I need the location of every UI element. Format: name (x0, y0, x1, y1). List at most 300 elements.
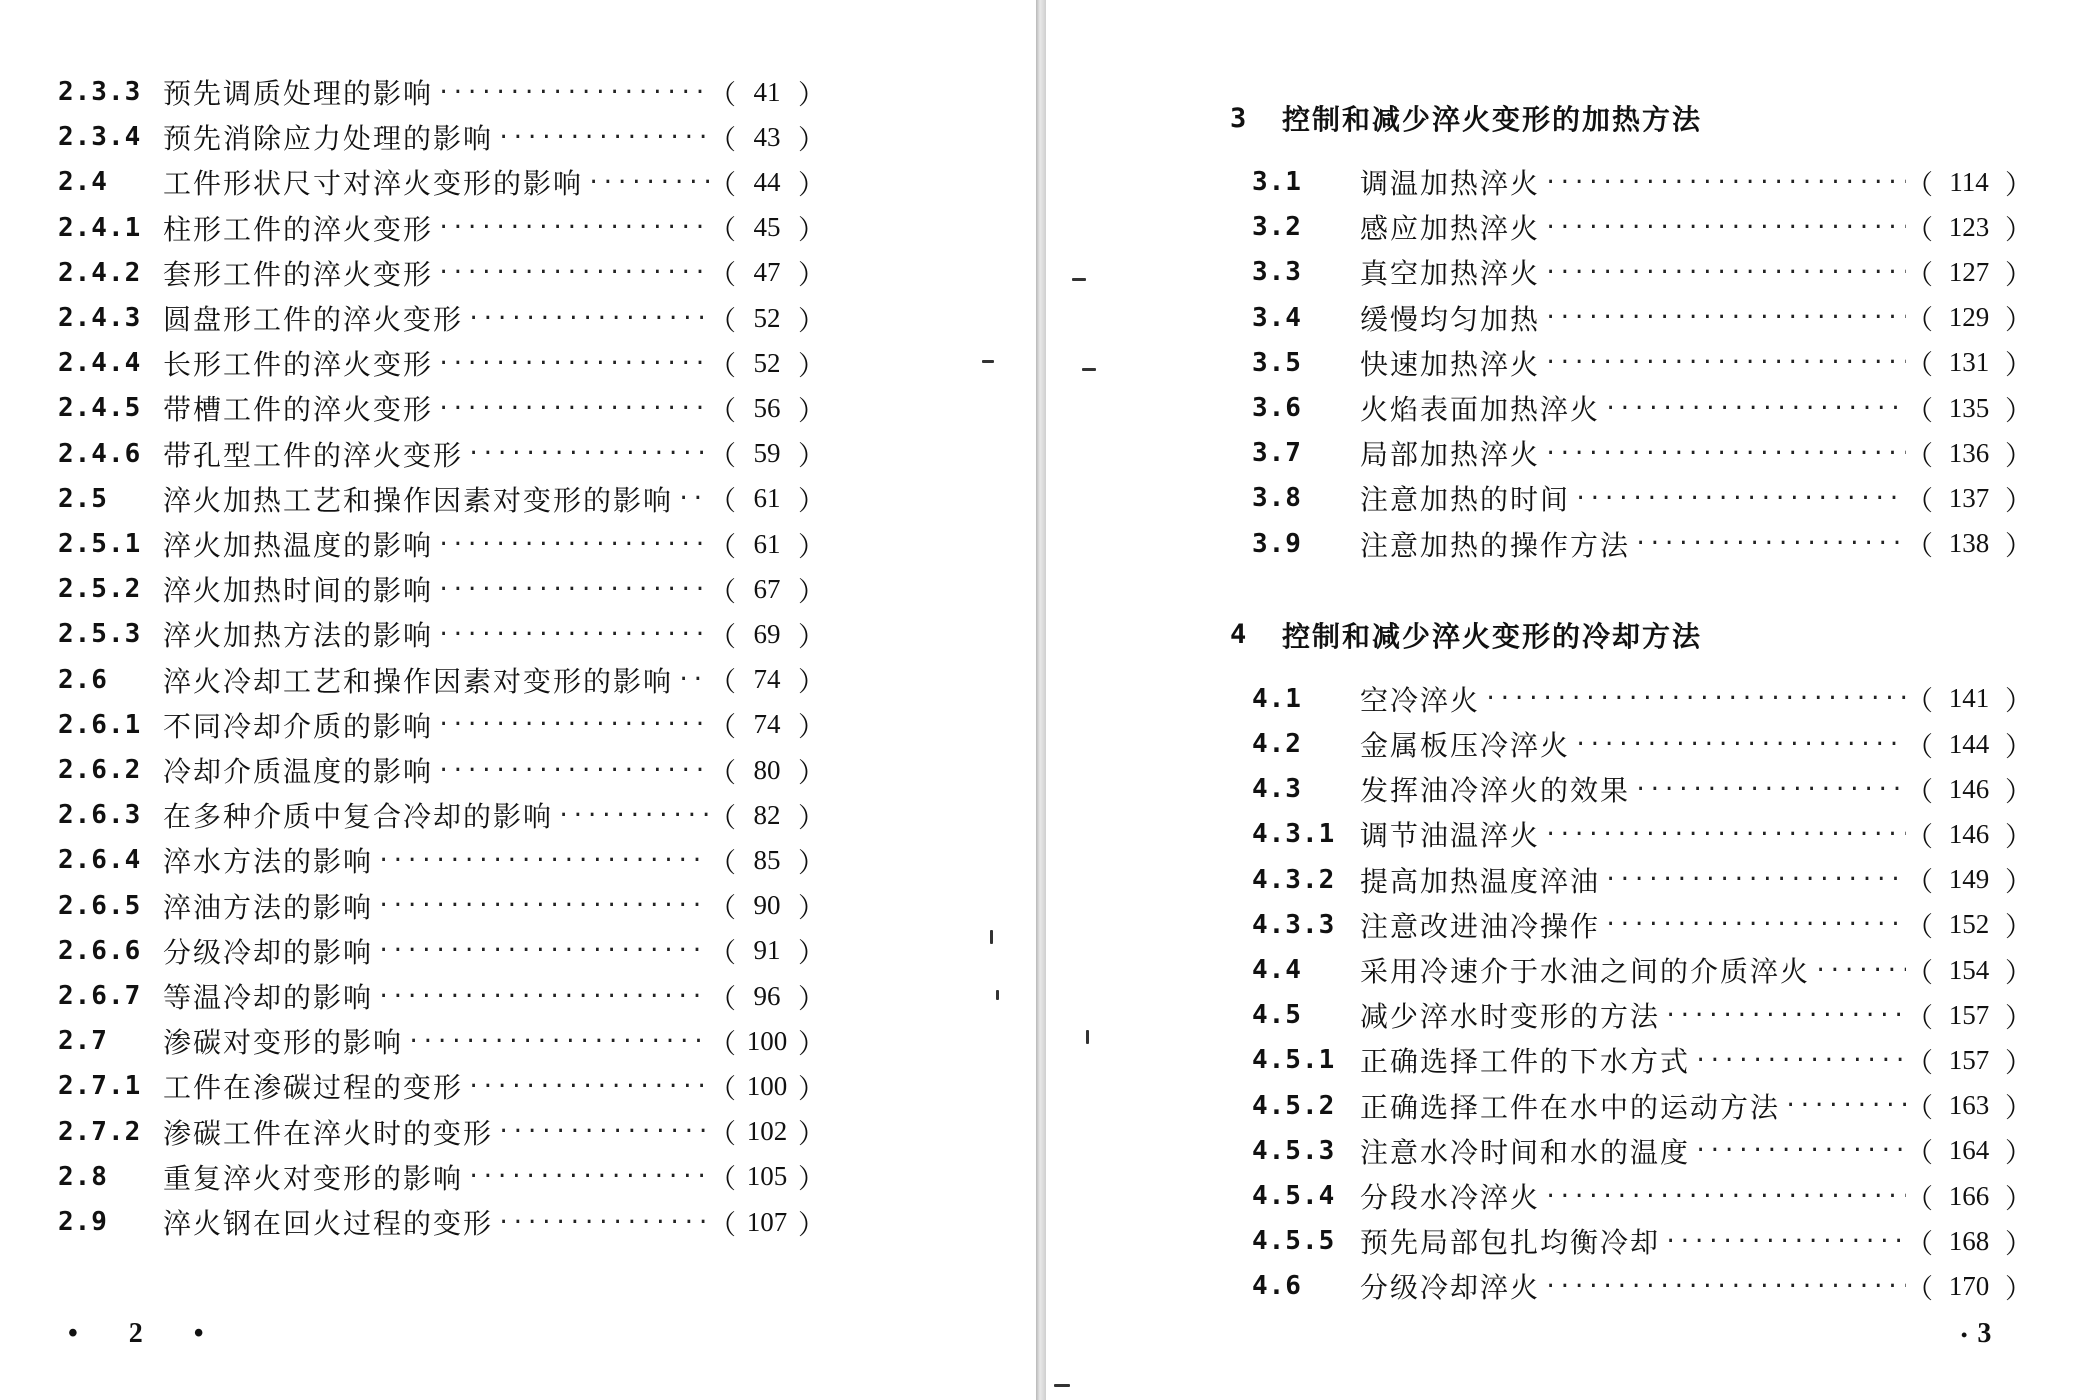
close-paren: ） (798, 938, 825, 969)
toc-entry-title: 带孔型工件的淬火变形 (163, 438, 464, 472)
open-paren: （ (709, 938, 736, 969)
toc-entry (58, 1019, 825, 1063)
toc-entry (58, 115, 825, 159)
toc-entry-page: 74 (753, 709, 781, 740)
close-paren: ） (2005, 821, 2032, 852)
toc-entry (58, 1064, 825, 1108)
toc-entry-title: 长形工件的淬火变形 (163, 348, 434, 382)
toc-leader-dots (377, 893, 709, 918)
chapter-title: 控制和减少淬火变形的冷却方法 (1282, 619, 1703, 653)
toc-entry-title: 圆盘形工件的淬火变形 (163, 303, 464, 336)
toc-entry-number: 4.3.3 (1252, 909, 1336, 940)
toc-entry (1252, 903, 2032, 947)
toc-leader-dots (497, 1119, 709, 1144)
toc-entry (58, 612, 825, 656)
toc-entry-number: 2.3.4 (58, 122, 142, 153)
toc-entry-page: 69 (753, 618, 781, 649)
toc-entry-number: 4.4 (1252, 955, 1302, 985)
toc-entry (58, 1200, 825, 1244)
open-paren: （ (1906, 1138, 1933, 1169)
open-paren: （ (1906, 1183, 1933, 1214)
close-paren: ） (2005, 686, 2032, 717)
toc-entry-number: 3.3 (1252, 257, 1302, 288)
toc-entry-number: 2.4.2 (58, 257, 142, 288)
scan-speck (990, 930, 993, 944)
toc-entry (1252, 767, 2032, 811)
toc-entry (58, 206, 825, 250)
open-paren: （ (709, 486, 736, 517)
toc-entry (1252, 948, 2032, 992)
toc-leader-dots (1604, 396, 1906, 421)
toc-leader-dots (1634, 531, 1906, 556)
scan-speck (1072, 278, 1086, 281)
open-paren: （ (709, 757, 736, 788)
close-paren: ） (798, 667, 825, 698)
toc-entry-title: 不同冷却介质的影响 (163, 709, 434, 743)
toc-leader-dots (497, 1210, 709, 1235)
right-toc (1046, 0, 2090, 1400)
toc-leader-dots (1574, 486, 1906, 511)
toc-entry-title: 感应加热淬火 (1360, 212, 1541, 246)
toc-entry-page: 168 (1948, 1225, 1990, 1256)
open-paren: （ (709, 531, 736, 562)
toc-leader-dots (1604, 867, 1906, 892)
open-paren: （ (709, 260, 736, 291)
toc-entry (1252, 431, 2032, 475)
open-paren: （ (1906, 169, 1933, 200)
toc-entry-page: 149 (1948, 864, 1990, 895)
toc-entry-number: 4.3.1 (1252, 819, 1336, 850)
open-paren: （ (709, 215, 736, 246)
toc-entry-title: 淬水方法的影响 (163, 845, 374, 879)
toc-entry-page: 45 (753, 212, 781, 243)
open-paren: （ (1906, 912, 1933, 943)
toc-leader-dots (587, 170, 709, 195)
toc-leader-dots (1544, 305, 1906, 330)
toc-entry-number: 2.4.5 (58, 393, 142, 424)
open-paren: （ (709, 847, 736, 878)
toc-leader-dots (1544, 260, 1906, 285)
open-paren: （ (1906, 686, 1933, 717)
close-paren: ） (2005, 305, 2032, 336)
close-paren: ） (798, 531, 825, 562)
toc-entry-number: 4.1 (1252, 683, 1302, 714)
close-paren: ） (798, 124, 825, 155)
close-paren: ） (798, 576, 825, 607)
open-paren: （ (709, 802, 736, 833)
toc-entry-page: 59 (753, 438, 781, 469)
close-paren: ） (2005, 1183, 2032, 1214)
toc-entry-number: 2.7.1 (58, 1071, 142, 1102)
toc-entry-page: 129 (1948, 302, 1990, 333)
open-paren: （ (709, 667, 736, 698)
toc-entry (1252, 476, 2032, 520)
toc-leader-dots (437, 758, 709, 783)
toc-entry-title: 注意加热的时间 (1360, 483, 1571, 517)
close-paren: ） (798, 169, 825, 200)
toc-leader-dots (437, 622, 709, 647)
toc-entry-title: 冷却介质温度的影响 (163, 755, 434, 788)
toc-entry-number: 3.4 (1252, 302, 1302, 333)
close-paren: ） (2005, 1047, 2032, 1078)
toc-entry-title: 柱形工件的淬火变形 (163, 212, 434, 246)
toc-entry (58, 477, 825, 521)
close-paren: ） (798, 712, 825, 743)
toc-entry-title: 淬火加热温度的影响 (163, 529, 434, 562)
toc-entry-number: 4.5.3 (1252, 1135, 1336, 1166)
toc-entry-number: 4.3 (1252, 774, 1302, 805)
open-paren: （ (1906, 350, 1933, 381)
close-paren: ） (2005, 912, 2032, 943)
toc-entry-number: 4.5 (1252, 1000, 1302, 1031)
close-paren: ） (798, 802, 825, 833)
toc-entry-page: 131 (1948, 347, 1990, 378)
toc-entry (58, 793, 825, 837)
toc-entry (58, 838, 825, 882)
toc-entry-page: 141 (1948, 683, 1990, 714)
open-paren: （ (709, 441, 736, 472)
close-paren: ） (2005, 1138, 2032, 1169)
toc-entry-title: 重复淬火对变形的影响 (163, 1161, 464, 1195)
toc-entry-number: 4.2 (1252, 729, 1302, 759)
toc-entry (58, 432, 825, 476)
toc-entry (1252, 1084, 2032, 1128)
toc-entry-title: 带槽工件的淬火变形 (163, 393, 434, 427)
toc-entry-page: 152 (1948, 909, 1990, 940)
toc-entry-number: 2.4 (58, 167, 108, 198)
open-paren: （ (709, 893, 736, 924)
open-paren: （ (709, 983, 736, 1014)
toc-entry (58, 703, 825, 747)
toc-chapter-heading (1230, 98, 1702, 138)
toc-entry-title: 工件在渗碳过程的变形 (163, 1071, 464, 1105)
toc-entry-number: 3.7 (1252, 438, 1302, 469)
toc-leader-dots (437, 80, 709, 105)
toc-entry-number: 2.7.2 (58, 1116, 142, 1147)
toc-entry (58, 296, 825, 340)
toc-entry-number: 3.5 (1252, 347, 1302, 378)
folio-dot-icon: • (1961, 1325, 1968, 1346)
toc-entry-number: 2.6.7 (58, 981, 142, 1011)
toc-entry (1252, 858, 2032, 902)
close-paren: ） (2005, 259, 2032, 290)
toc-entry (58, 160, 825, 204)
open-paren: （ (709, 576, 736, 607)
toc-entry (1252, 1264, 2032, 1308)
toc-entry (58, 70, 825, 114)
open-paren: （ (709, 1028, 736, 1059)
close-paren: ） (2005, 1228, 2032, 1259)
toc-entry-title: 预先调质处理的影响 (163, 77, 434, 110)
toc-entry-page: 67 (753, 573, 781, 604)
toc-leader-dots (377, 848, 709, 873)
toc-entry-number: 2.5.2 (58, 574, 142, 605)
toc-entry (1252, 1174, 2032, 1218)
toc-entry-page: 157 (1948, 1044, 1990, 1075)
toc-entry (58, 1110, 825, 1154)
toc-leader-dots (437, 215, 709, 240)
open-paren: （ (1906, 731, 1933, 762)
toc-entry-title: 渗碳对变形的影响 (163, 1026, 404, 1060)
toc-entry-title: 金属板压冷淬火 (1360, 729, 1571, 762)
toc-entry-page: 47 (753, 257, 781, 288)
toc-entry-page: 164 (1948, 1135, 1990, 1166)
toc-entry (58, 1155, 825, 1199)
open-paren: （ (1906, 485, 1933, 516)
toc-entry-page: 105 (746, 1161, 788, 1192)
toc-entry-number: 3.2 (1252, 212, 1302, 243)
toc-leader-dots (1544, 215, 1906, 240)
toc-entry-page: 102 (746, 1116, 788, 1147)
toc-leader-dots (437, 577, 709, 602)
scan-speck (996, 990, 999, 1000)
toc-leader-dots (467, 441, 709, 466)
toc-entry (1252, 1038, 2032, 1082)
close-paren: ） (2005, 214, 2032, 245)
toc-entry-number: 2.6.4 (58, 845, 142, 876)
scan-speck (982, 360, 994, 363)
toc-entry-number: 4.5.4 (1252, 1181, 1336, 1211)
toc-entry-title: 工件形状尺寸对淬火变形的影响 (163, 167, 584, 201)
toc-entry (1252, 205, 2032, 249)
toc-entry-number: 2.5 (58, 483, 108, 514)
open-paren: （ (1906, 957, 1933, 988)
toc-entry-number: 3.1 (1252, 167, 1302, 197)
toc-entry-page: 137 (1948, 482, 1990, 513)
toc-leader-dots (377, 984, 709, 1009)
toc-entry-page: 82 (753, 799, 781, 830)
close-paren: ） (798, 305, 825, 336)
close-paren: ） (798, 847, 825, 878)
toc-leader-dots (1544, 170, 1906, 195)
toc-leader-dots (677, 486, 709, 511)
toc-entry-title: 分级冷却的影响 (163, 935, 374, 969)
open-paren: （ (1906, 1093, 1933, 1124)
toc-entry-number: 2.5.3 (58, 619, 142, 650)
toc-entry-page: 170 (1948, 1270, 1990, 1301)
close-paren: ） (798, 215, 825, 246)
toc-entry-number: 2.4.1 (58, 212, 142, 243)
toc-leader-dots (467, 306, 709, 331)
toc-entry-page: 43 (753, 121, 781, 152)
toc-entry-page: 96 (753, 980, 781, 1011)
open-paren: （ (709, 712, 736, 743)
open-paren: （ (1906, 867, 1933, 898)
open-paren: （ (1906, 259, 1933, 290)
toc-entry-page: 138 (1948, 528, 1990, 559)
left-page-number: • 2 • (68, 1318, 226, 1349)
toc-leader-dots (1634, 777, 1906, 802)
open-paren: （ (1906, 776, 1933, 807)
toc-leader-dots (557, 803, 709, 828)
toc-leader-dots (437, 260, 709, 285)
open-paren: （ (1906, 531, 1933, 562)
toc-entry-title: 注意改进油冷操作 (1360, 909, 1601, 943)
toc-entry-number: 4.5.1 (1252, 1045, 1336, 1076)
toc-entry-number: 3.9 (1252, 528, 1302, 559)
toc-entry-page: 107 (746, 1206, 788, 1237)
toc-entry-number: 4.5.2 (1252, 1090, 1336, 1121)
close-paren: ） (798, 1028, 825, 1059)
toc-entry-number: 2.4.3 (58, 303, 142, 333)
toc-entry-title: 预先局部包扎均衡冷却 (1360, 1226, 1661, 1260)
toc-entry (58, 884, 825, 928)
close-paren: ） (2005, 350, 2032, 381)
toc-entry (58, 386, 825, 430)
close-paren: ） (2005, 395, 2032, 426)
toc-entry-page: 154 (1948, 954, 1990, 985)
toc-entry-title: 调温加热淬火 (1360, 167, 1541, 200)
toc-entry-number: 2.6.1 (58, 709, 142, 740)
toc-leader-dots (1664, 1229, 1906, 1254)
right-page-number: • 3 (1961, 1318, 1992, 1349)
toc-entry (1252, 722, 2032, 766)
toc-entry-title: 套形工件的淬火变形 (163, 257, 434, 291)
toc-entry-number: 2.6.5 (58, 890, 142, 921)
toc-entry-page: 166 (1948, 1180, 1990, 1211)
open-paren: （ (709, 1209, 736, 1240)
toc-entry-title: 注意加热的操作方法 (1360, 528, 1631, 562)
toc-leader-dots (1694, 1138, 1906, 1163)
toc-entry (1252, 250, 2032, 294)
open-paren: （ (1906, 1273, 1933, 1304)
chapter-number: 4 (1230, 619, 1247, 651)
toc-entry-page: 136 (1948, 437, 1990, 468)
toc-entry-title: 缓慢均匀加热 (1360, 302, 1541, 336)
toc-entry-title: 减少淬水时变形的方法 (1360, 1000, 1661, 1034)
toc-entry (1252, 812, 2032, 856)
toc-leader-dots (1484, 686, 1906, 711)
toc-leader-dots (497, 125, 709, 150)
toc-entry-title: 空冷淬火 (1360, 683, 1481, 717)
toc-entry (58, 748, 825, 792)
toc-entry-number: 4.3.2 (1252, 864, 1336, 895)
toc-entry-title: 局部加热淬火 (1360, 438, 1541, 472)
close-paren: ） (798, 1164, 825, 1195)
toc-leader-dots (467, 1164, 709, 1189)
open-paren: （ (709, 169, 736, 200)
toc-entry-number: 2.6.2 (58, 755, 142, 785)
toc-entry-page: 90 (753, 890, 781, 921)
left-page (0, 0, 1036, 1400)
toc-entry-page: 74 (753, 664, 781, 695)
toc-leader-dots (1544, 822, 1906, 847)
open-paren: （ (1906, 1228, 1933, 1259)
toc-leader-dots (1544, 441, 1906, 466)
close-paren: ） (2005, 957, 2032, 988)
close-paren: ） (2005, 731, 2032, 762)
open-paren: （ (1906, 1047, 1933, 1078)
open-paren: （ (1906, 305, 1933, 336)
close-paren: ） (798, 441, 825, 472)
toc-entry-title: 淬火加热时间的影响 (163, 574, 434, 608)
close-paren: ） (2005, 531, 2032, 562)
right-page (1046, 0, 2090, 1400)
close-paren: ） (798, 1119, 825, 1150)
toc-entry-title: 快速加热淬火 (1360, 347, 1541, 381)
toc-entry-number: 2.8 (58, 1161, 108, 1192)
close-paren: ） (798, 757, 825, 788)
toc-entry-number: 4.5.5 (1252, 1226, 1336, 1257)
toc-entry-number: 3.6 (1252, 393, 1302, 423)
toc-entry-page: 157 (1948, 999, 1990, 1030)
toc-entry-page: 135 (1948, 392, 1990, 423)
toc-entry-page: 146 (1948, 818, 1990, 849)
chapter-number: 3 (1230, 102, 1247, 134)
toc-entry (58, 251, 825, 295)
toc-leader-dots (437, 396, 709, 421)
toc-entry-title: 注意水冷时间和水的温度 (1360, 1135, 1691, 1169)
scan-speck (1054, 1384, 1070, 1387)
toc-entry-title: 正确选择工件在水中的运动方法 (1360, 1090, 1781, 1124)
toc-leader-dots (407, 1029, 709, 1054)
open-paren: （ (709, 1119, 736, 1150)
toc-chapter-heading (1230, 615, 1702, 655)
toc-entry-title: 调节油温淬火 (1360, 819, 1541, 853)
open-paren: （ (709, 124, 736, 155)
toc-entry (58, 567, 825, 611)
toc-entry-number: 4.6 (1252, 1271, 1302, 1302)
open-paren: （ (709, 1073, 736, 1104)
toc-entry (58, 658, 825, 702)
toc-entry (1252, 1129, 2032, 1173)
close-paren: ） (2005, 776, 2032, 807)
toc-entry-title: 淬火钢在回火过程的变形 (163, 1207, 494, 1240)
toc-leader-dots (437, 712, 709, 737)
toc-entry-title: 渗碳工件在淬火时的变形 (163, 1116, 494, 1150)
close-paren: ） (798, 350, 825, 381)
close-paren: ） (798, 395, 825, 426)
close-paren: ） (2005, 1093, 2032, 1124)
close-paren: ） (798, 486, 825, 517)
toc-entry-page: 100 (746, 1025, 788, 1056)
open-paren: （ (1906, 1002, 1933, 1033)
open-paren: （ (709, 79, 736, 110)
toc-entry (58, 341, 825, 385)
toc-entry-page: 61 (753, 528, 781, 559)
toc-entry-title: 在多种介质中复合冷却的影响 (163, 800, 554, 834)
toc-leader-dots (1664, 1003, 1906, 1028)
toc-entry-number: 2.4.4 (58, 348, 142, 379)
toc-entry-title: 预先消除应力处理的影响 (163, 122, 494, 156)
close-paren: ） (2005, 867, 2032, 898)
close-paren: ） (798, 1073, 825, 1104)
toc-entry-number: 2.5.1 (58, 529, 142, 559)
toc-entry-title: 淬火冷却工艺和操作因素对变形的影响 (163, 664, 674, 698)
toc-leader-dots (437, 351, 709, 376)
toc-leader-dots (1814, 958, 1906, 983)
toc-entry (1252, 296, 2032, 340)
toc-leader-dots (1574, 732, 1906, 757)
toc-entry-page: 56 (753, 392, 781, 423)
scan-speck (1086, 1030, 1089, 1044)
toc-entry-page: 44 (753, 166, 781, 197)
toc-entry-title: 分段水冷淬火 (1360, 1181, 1541, 1214)
close-paren: ） (2005, 1273, 2032, 1304)
toc-leader-dots (1604, 912, 1906, 937)
toc-leader-dots (677, 667, 709, 692)
toc-entry-page: 41 (753, 76, 781, 107)
toc-entry (58, 522, 825, 566)
toc-entry-page: 146 (1948, 773, 1990, 804)
close-paren: ） (798, 983, 825, 1014)
open-paren: （ (709, 305, 736, 336)
toc-leader-dots (1784, 1093, 1906, 1118)
open-paren: （ (1906, 440, 1933, 471)
toc-leader-dots (1544, 1274, 1906, 1299)
toc-entry (1252, 160, 2032, 204)
toc-leader-dots (1544, 350, 1906, 375)
